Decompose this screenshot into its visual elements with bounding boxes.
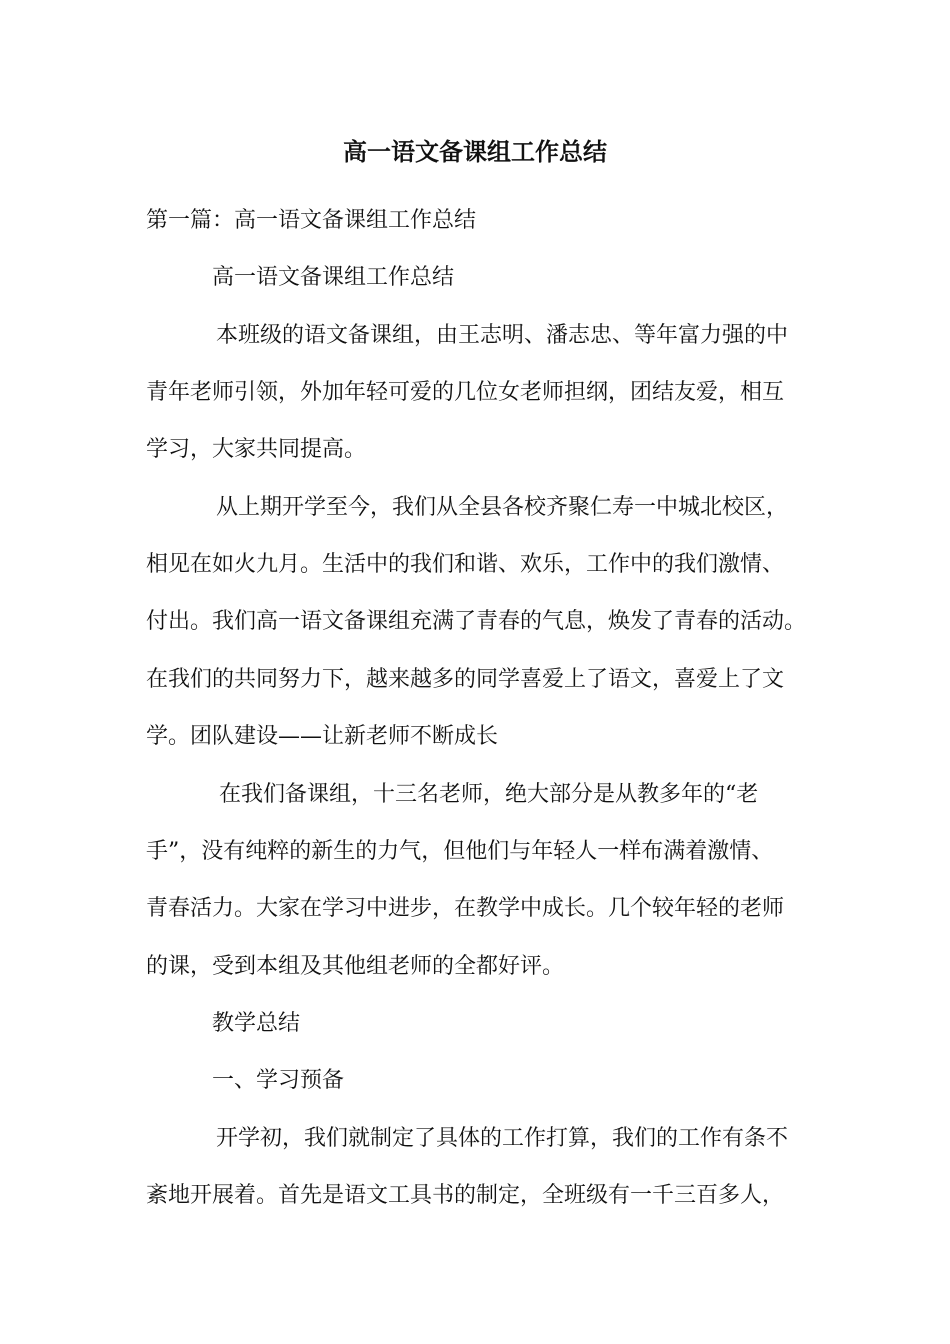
paragraph-line: 相见在如火九月。生活中的我们和谐、欢乐，工作中的我们激情、 <box>146 552 785 577</box>
paragraph-line: 在我们的共同努力下，越来越多的同学喜爱上了语文，喜爱上了文 <box>146 667 785 692</box>
paragraph-line: 开学初，我们就制定了具体的工作打算，我们的工作有条不 <box>216 1126 789 1151</box>
paragraph-line: 从上期开学至今，我们从全县各校齐聚仁寿一中城北校区， <box>216 495 789 520</box>
section-heading: 第一篇：高一语文备课组工作总结 <box>146 208 477 233</box>
document-title: 高一语文备课组工作总结 <box>343 137 607 166</box>
subheading: 高一语文备课组工作总结 <box>212 265 455 290</box>
paragraph-line: 青春活力。大家在学习中进步，在教学中成长。几个较年轻的老师 <box>146 896 785 921</box>
paragraph-line: 学。团队建设——让新老师不断成长 <box>146 724 499 749</box>
paragraph-line: 学习，大家共同提高。 <box>146 437 367 462</box>
paragraph-line: 青年老师引领，外加年轻可爱的几位女老师担纲，团结友爱，相互 <box>146 380 785 405</box>
subheading: 一、学习预备 <box>212 1068 345 1093</box>
paragraph-line: 的课，受到本组及其他组老师的全都好评。 <box>146 954 565 979</box>
paragraph-line: 紊地开展着。首先是语文工具书的制定，全班级有一千三百多人， <box>146 1183 785 1208</box>
paragraph-line: 本班级的语文备课组，由王志明、潘志忠、等年富力强的中 <box>216 323 789 348</box>
paragraph-line: 在我们备课组，十三名老师，绝大部分是从教多年的“老 <box>219 782 759 807</box>
paragraph-line: 手”，没有纯粹的新生的力气，但他们与年轻人一样布满着激情、 <box>146 839 774 864</box>
subheading: 教学总结 <box>212 1011 301 1036</box>
paragraph-line: 付出。我们高一语文备课组充满了青春的气息，焕发了青春的活动。 <box>146 609 807 634</box>
